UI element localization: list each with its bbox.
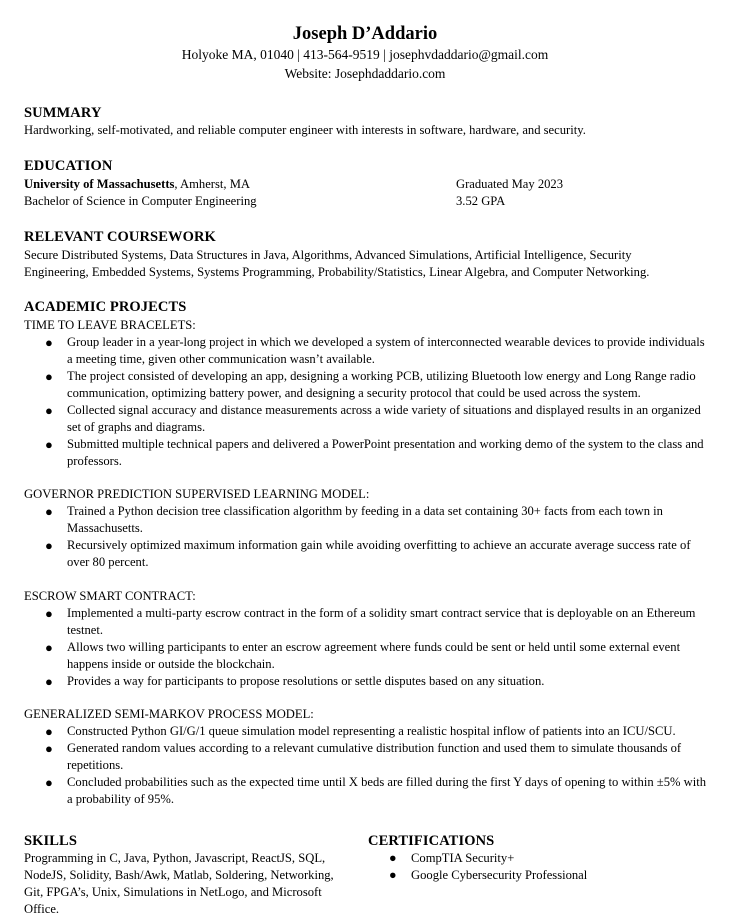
list-item: ● Submitted multiple technical papers and delivered a PowerPoint presentation and working demo of the system to the class and professors.	[45, 437, 704, 468]
list-item: ● Implemented a multi-party escrow contract in the form of a solidity smart contract service that is deployable on an Ethereum testnet.	[45, 606, 696, 637]
project-bullets	[0, 605, 707, 690]
summary-heading: SUMMARY	[24, 105, 102, 121]
coursework-heading: RELEVANT COURSEWORK	[24, 229, 216, 245]
school-name: University of Massachusetts	[24, 177, 175, 191]
bullet-icon: ●	[45, 606, 53, 621]
bullet-icon: ●	[45, 724, 53, 739]
projects-heading: ACADEMIC PROJECTS	[24, 299, 187, 315]
list-item: ● Concluded probabilities such as the expected time until X beds are filled during the first Y days of opening to within ±5% with a probability of 95%.	[45, 775, 707, 806]
list-item: ● Allows two willing participants to enter an escrow agreement where funds could be sent or held until some external event happens inside or outside the blockchain.	[45, 640, 681, 671]
bullet-icon: ●	[45, 640, 53, 655]
list-item: ● Trained a Python decision tree classification algorithm by feeding in a data set containing 30+ facts from each town in Massachusetts.	[45, 504, 663, 535]
project-bullets	[0, 503, 707, 571]
list-item: ● CompTIA Security+	[389, 851, 515, 865]
candidate-name: Joseph D’Addario	[292, 24, 438, 44]
skills-heading: SKILLS	[24, 833, 77, 849]
list-item: ● Collected signal accuracy and distance measurements across a wide variety of situations and displayed results in an organized set of graphs and diagrams.	[45, 403, 701, 434]
skills-text: Programming in C, Java, Python, Javascript, ReactJS, SQL, NodeJS, Solidity, Bash/Awk, Matlab, Soldering, Networking, Git, FPGA’s, Unix, Simulations in NetLogo, and Microsoft Office.	[24, 851, 334, 916]
graduation-date: Graduated May 2023	[456, 177, 564, 191]
project-title: GENERALIZED SEMI-MARKOV PROCESS MODEL:	[24, 707, 314, 721]
education-school-line	[24, 176, 250, 193]
list-item: ● Provides a way for participants to propose resolutions or settle disputes based on any situation.	[45, 674, 545, 689]
coursework-line-2: Engineering, Embedded Systems, Systems Programming, Probability/Statistics, Linear Algebra, and Computer Networking.	[24, 265, 650, 279]
contact-line: Holyoke MA, 01040 | 413-564-9519 | josephvdaddario@gmail.com	[181, 47, 549, 62]
project-bullets	[0, 334, 707, 470]
project-title: GOVERNOR PREDICTION SUPERVISED LEARNING MODEL:	[24, 487, 370, 501]
summary-text: Hardworking, self-motivated, and reliable computer engineer with interests in software, hardware, and security.	[24, 123, 586, 137]
bullet-icon: ●	[45, 538, 53, 553]
bullet-icon: ●	[45, 403, 53, 418]
bullet-icon: ●	[45, 775, 53, 790]
bullet-icon: ●	[389, 851, 397, 865]
list-item: ● Group leader in a year-long project in which we developed a system of interconnected wearable devices to provide individuals a meeting time, given other communication wasn’t available.	[45, 335, 705, 366]
project-bullets	[0, 723, 707, 808]
certifications-list	[0, 850, 587, 884]
list-item: ● Recursively optimized maximum information gain while avoiding overfitting to achieve an accurate average success rate of over 80 percent.	[45, 538, 691, 569]
bullet-icon: ●	[45, 437, 53, 452]
project-title: ESCROW SMART CONTRACT:	[24, 589, 196, 603]
bullet-icon: ●	[389, 868, 397, 882]
bullet-icon: ●	[45, 335, 53, 350]
bullet-icon: ●	[45, 369, 53, 384]
school-location: , Amherst, MA	[174, 177, 250, 191]
bullet-icon: ●	[45, 741, 53, 756]
list-item: ● Google Cybersecurity Professional	[389, 868, 588, 882]
gpa: 3.52 GPA	[456, 194, 506, 208]
list-item: ● Generated random values according to a relevant cumulative distribution function and used them to simulate thousands of repetitions.	[45, 741, 682, 772]
education-heading: EDUCATION	[24, 158, 113, 174]
project-title: TIME TO LEAVE BRACELETS:	[24, 318, 196, 332]
website-line: Website: Josephdaddario.com	[284, 66, 446, 81]
list-item: ● Constructed Python GI/G/1 queue simulation model representing a realistic hospital inflow of patients into an ICU/SCU.	[45, 724, 676, 739]
education-degree: Bachelor of Science in Computer Engineering	[24, 194, 257, 208]
bullet-icon: ●	[45, 674, 53, 689]
list-item: ● The project consisted of developing an app, designing a working PCB, utilizing Bluetooth low energy and Long Range radio communication, optimizing battery power, and designing a security protocol that could be used across the system.	[45, 369, 696, 400]
bullet-icon: ●	[45, 504, 53, 519]
coursework-line-1: Secure Distributed Systems, Data Structures in Java, Algorithms, Advanced Simulations, Artificial Intelligence, Security	[24, 248, 632, 262]
certifications-heading: CERTIFICATIONS	[368, 833, 495, 849]
